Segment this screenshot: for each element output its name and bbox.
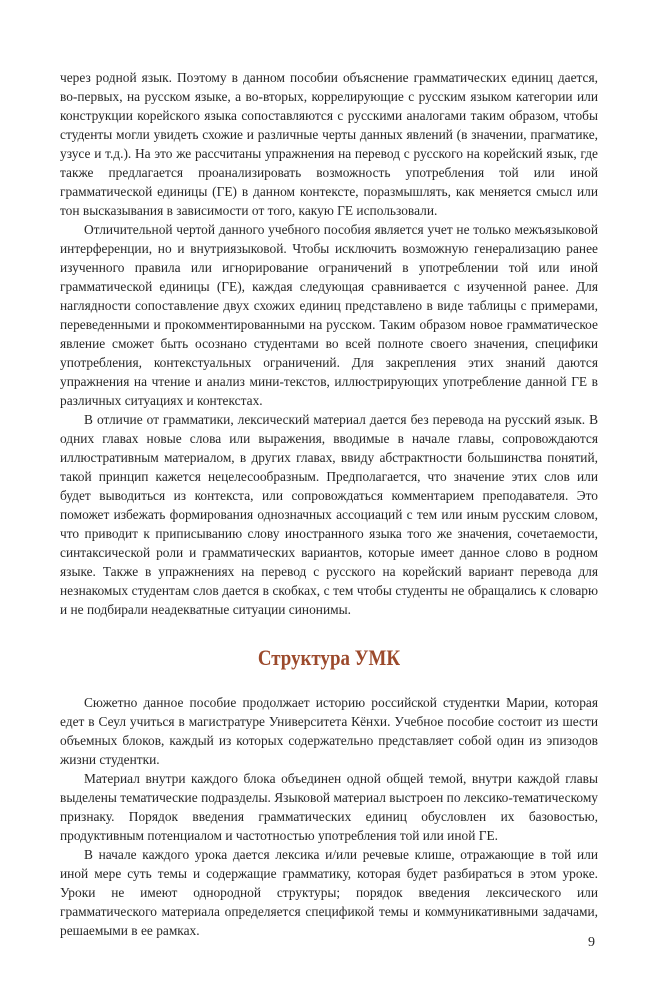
paragraph-storyline: Сюжетно данное пособие продолжает историю российской студентки Марии, которая едет в Сеул учиться в магистратуре Университета Кёнхи. Учебное пособие состоит из шести объемных блоков, каждый из которых содержательно представляет собой один из эпизодов жизни студентки. <box>60 695 598 767</box>
section-heading: Структура УМК <box>257 645 401 670</box>
paragraph-interference: Отличительной чертой данного учебного пособия является учет не только межъязыковой интерференции, но и внутриязыковой. Чтобы исключить возможную генерализацию ранее изученного правила или игнорирование ограничений в употреблении той или иной грамматической единицы (ГЕ), каждая следующая сравнивается с изученной ранее. Для наглядности сопоставление двух схожих единиц представлено в виде таблицы с примерами, переведенными и прокомментированными на русском. Таким образом новое грамматическое явление сможет быть осознано студентами во всей полноте своего значения, специфики употребления, контекстуальных ограничений. Для закрепления этих знаний даются упражнения на чтение и анализ мини-текстов, иллюстрирующих употребление данной ГЕ в различных ситуациях и контекстах. <box>60 222 598 408</box>
page-number: 9 <box>588 935 595 950</box>
paragraph-lexical-material: В отличие от грамматики, лексический материал дается без перевода на русский язык. В одних главах новые слова или выражения, вводимые в начале главы, сопровождаются иллюстративным материалом, в других главах, ввиду абстрактности большинства понятий, такой принцип кажется нецелесообразным. Предполагается, что значение этих слов или будет выводиться из контекста, или сопровождаться комментарием преподавателя. Это поможет избежать формирования однозначных ассоциаций с тем или иным русским словом, что приводит к приписыванию слову иностранного языка того же значения, сочетаемости, синтаксической роли и грамматических вариантов, которые имеет данное слово в родном языке. Также в упражнениях на перевод с русского на корейский вариант перевода для незнакомых студентам слов дается в скобках, с тем чтобы студенты не обращались к словарю и не подбирали неадекватные ситуации синонимы. <box>60 412 598 617</box>
page-body <box>60 68 598 940</box>
paragraph-continuation: через родной язык. Поэтому в данном пособии объяснение грамматических единиц дается, во-первых, на русском языке, а во-вторых, коррелирующие с русским языком категории или конструкции корейского языка сопоставляются с русскими аналогами таким образом, чтобы студенты могли увидеть схожие и различные черты данных явлений (в значении, прагматике, узусе и т.д.). На это же рассчитаны упражнения на перевод с русского на корейский язык, где также предлагается проанализировать возможность употребления той или иной грамматической единицы (ГЕ) в данном контексте, поразмышлять, как меняется смысл или тон высказывания в зависимости от того, какую ГЕ использовали. <box>60 70 598 218</box>
paragraph-block-structure: Материал внутри каждого блока объединен одной общей темой, внутри каждой главы выделены тематические подразделы. Языковой материал выстроен по лексико-тематическому признаку. Порядок введения грамматических единиц обусловлен их базовостью, продуктивным потенциалом и частотностью употребления той или иной ГЕ. <box>60 771 598 843</box>
paragraph-lesson-structure: В начале каждого урока дается лексика и/или речевые клише, отражающие в той или иной мере суть темы и содержащие грамматику, которая будет разбираться в этом уроке. Уроки не имеют однородной структуры; порядок введения лексического или грамматического материала определяется спецификой темы и коммуникативными задачами, решаемыми в ее рамках. <box>60 847 598 938</box>
